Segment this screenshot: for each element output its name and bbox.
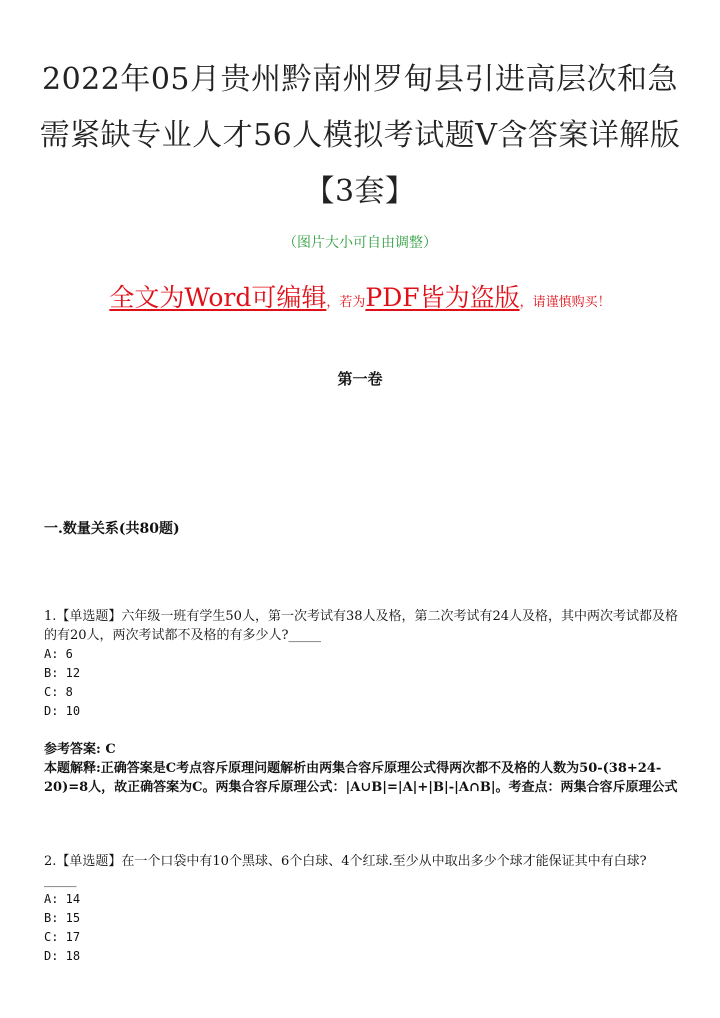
notice-pdf-pirated: PDF皆为盗版 <box>365 283 520 312</box>
answer-block-1 <box>44 740 680 797</box>
option-a: A: 14 <box>44 892 81 906</box>
answer-explanation: 本题解释:正确答案是C考点容斥原理问题解析由两集合容斥原理公式得两次都不及格的人数为50-(38+24-20)=8人，故正确答案为C。两集合容斥原理公式：|A∪B|=|A|+|B|-|A∩B|。考查点：两集合容斥原理公式 <box>44 761 678 795</box>
option-b: B: 15 <box>44 911 81 925</box>
copyright-notice <box>0 278 720 314</box>
question-stem: 1.【单选题】六年级一班有学生50人，第一次考试有38人及格，第二次考试有24人及格，其中两次考试都及格的有20人，两次考试都不及格的有多少人?_____ <box>44 609 679 643</box>
option-d: D: 18 <box>44 949 81 963</box>
section-heading: 一.数量关系(共80题) <box>44 521 180 537</box>
option-d: D: 10 <box>44 704 81 718</box>
document-title: 2022年05月贵州黔南州罗甸县引进高层次和急需紧缺专业人才56人模拟考试题V含答案详解版【3套】 <box>39 62 681 209</box>
option-c: C: 8 <box>44 685 73 699</box>
question-stem: 2.【单选题】在一个口袋中有10个黑球、6个白球、4个红球.至少从中取出多少个球才能保证其中有白球? _____ <box>44 854 647 888</box>
answer-label: 参考答案: C <box>44 742 116 757</box>
notice-if: ，若为 <box>326 295 366 310</box>
option-a: A: 6 <box>44 647 73 661</box>
notice-word-editable: 全文为Word可编辑 <box>109 283 327 312</box>
question-2 <box>44 852 680 966</box>
option-b: B: 12 <box>44 666 81 680</box>
option-c: C: 17 <box>44 930 81 944</box>
question-1 <box>44 607 680 721</box>
notice-caution: ，请谨慎购买！ <box>519 295 611 310</box>
image-size-note: （图片大小可自由调整） <box>283 235 437 251</box>
volume-heading: 第一卷 <box>337 370 383 388</box>
